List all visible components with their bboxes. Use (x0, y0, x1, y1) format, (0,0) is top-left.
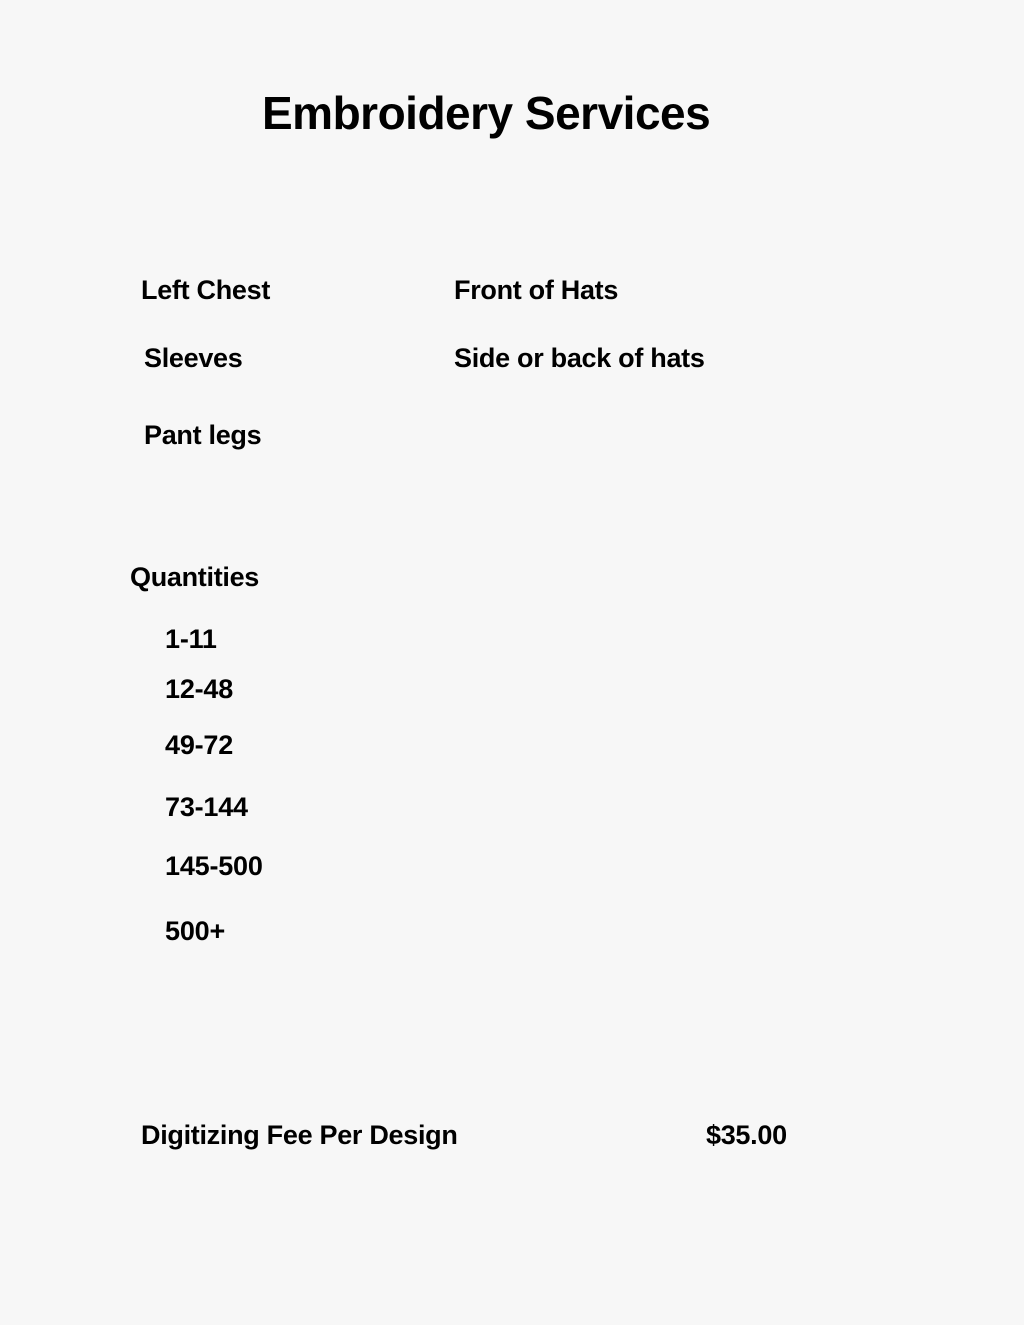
quantity-range-1-11: 1-11 (165, 624, 217, 654)
placement-left-chest: Left Chest (141, 275, 271, 305)
digitizing-fee-label: Digitizing Fee Per Design (141, 1120, 458, 1150)
quantity-range-49-72: 49-72 (165, 730, 234, 760)
quantity-range-12-48: 12-48 (165, 674, 234, 704)
placement-side-or-back-of-hats: Side or back of hats (454, 343, 705, 373)
placement-pant-legs: Pant legs (144, 420, 262, 450)
quantity-range-500-plus: 500+ (165, 916, 226, 946)
quantity-range-145-500: 145-500 (165, 851, 263, 881)
page-title: Embroidery Services (262, 87, 711, 139)
quantities-heading: Quantities (130, 562, 260, 592)
digitizing-fee-price: $35.00 (706, 1120, 787, 1150)
placement-front-of-hats: Front of Hats (454, 275, 619, 305)
quantity-range-73-144: 73-144 (165, 792, 248, 822)
placement-sleeves: Sleeves (144, 343, 243, 373)
